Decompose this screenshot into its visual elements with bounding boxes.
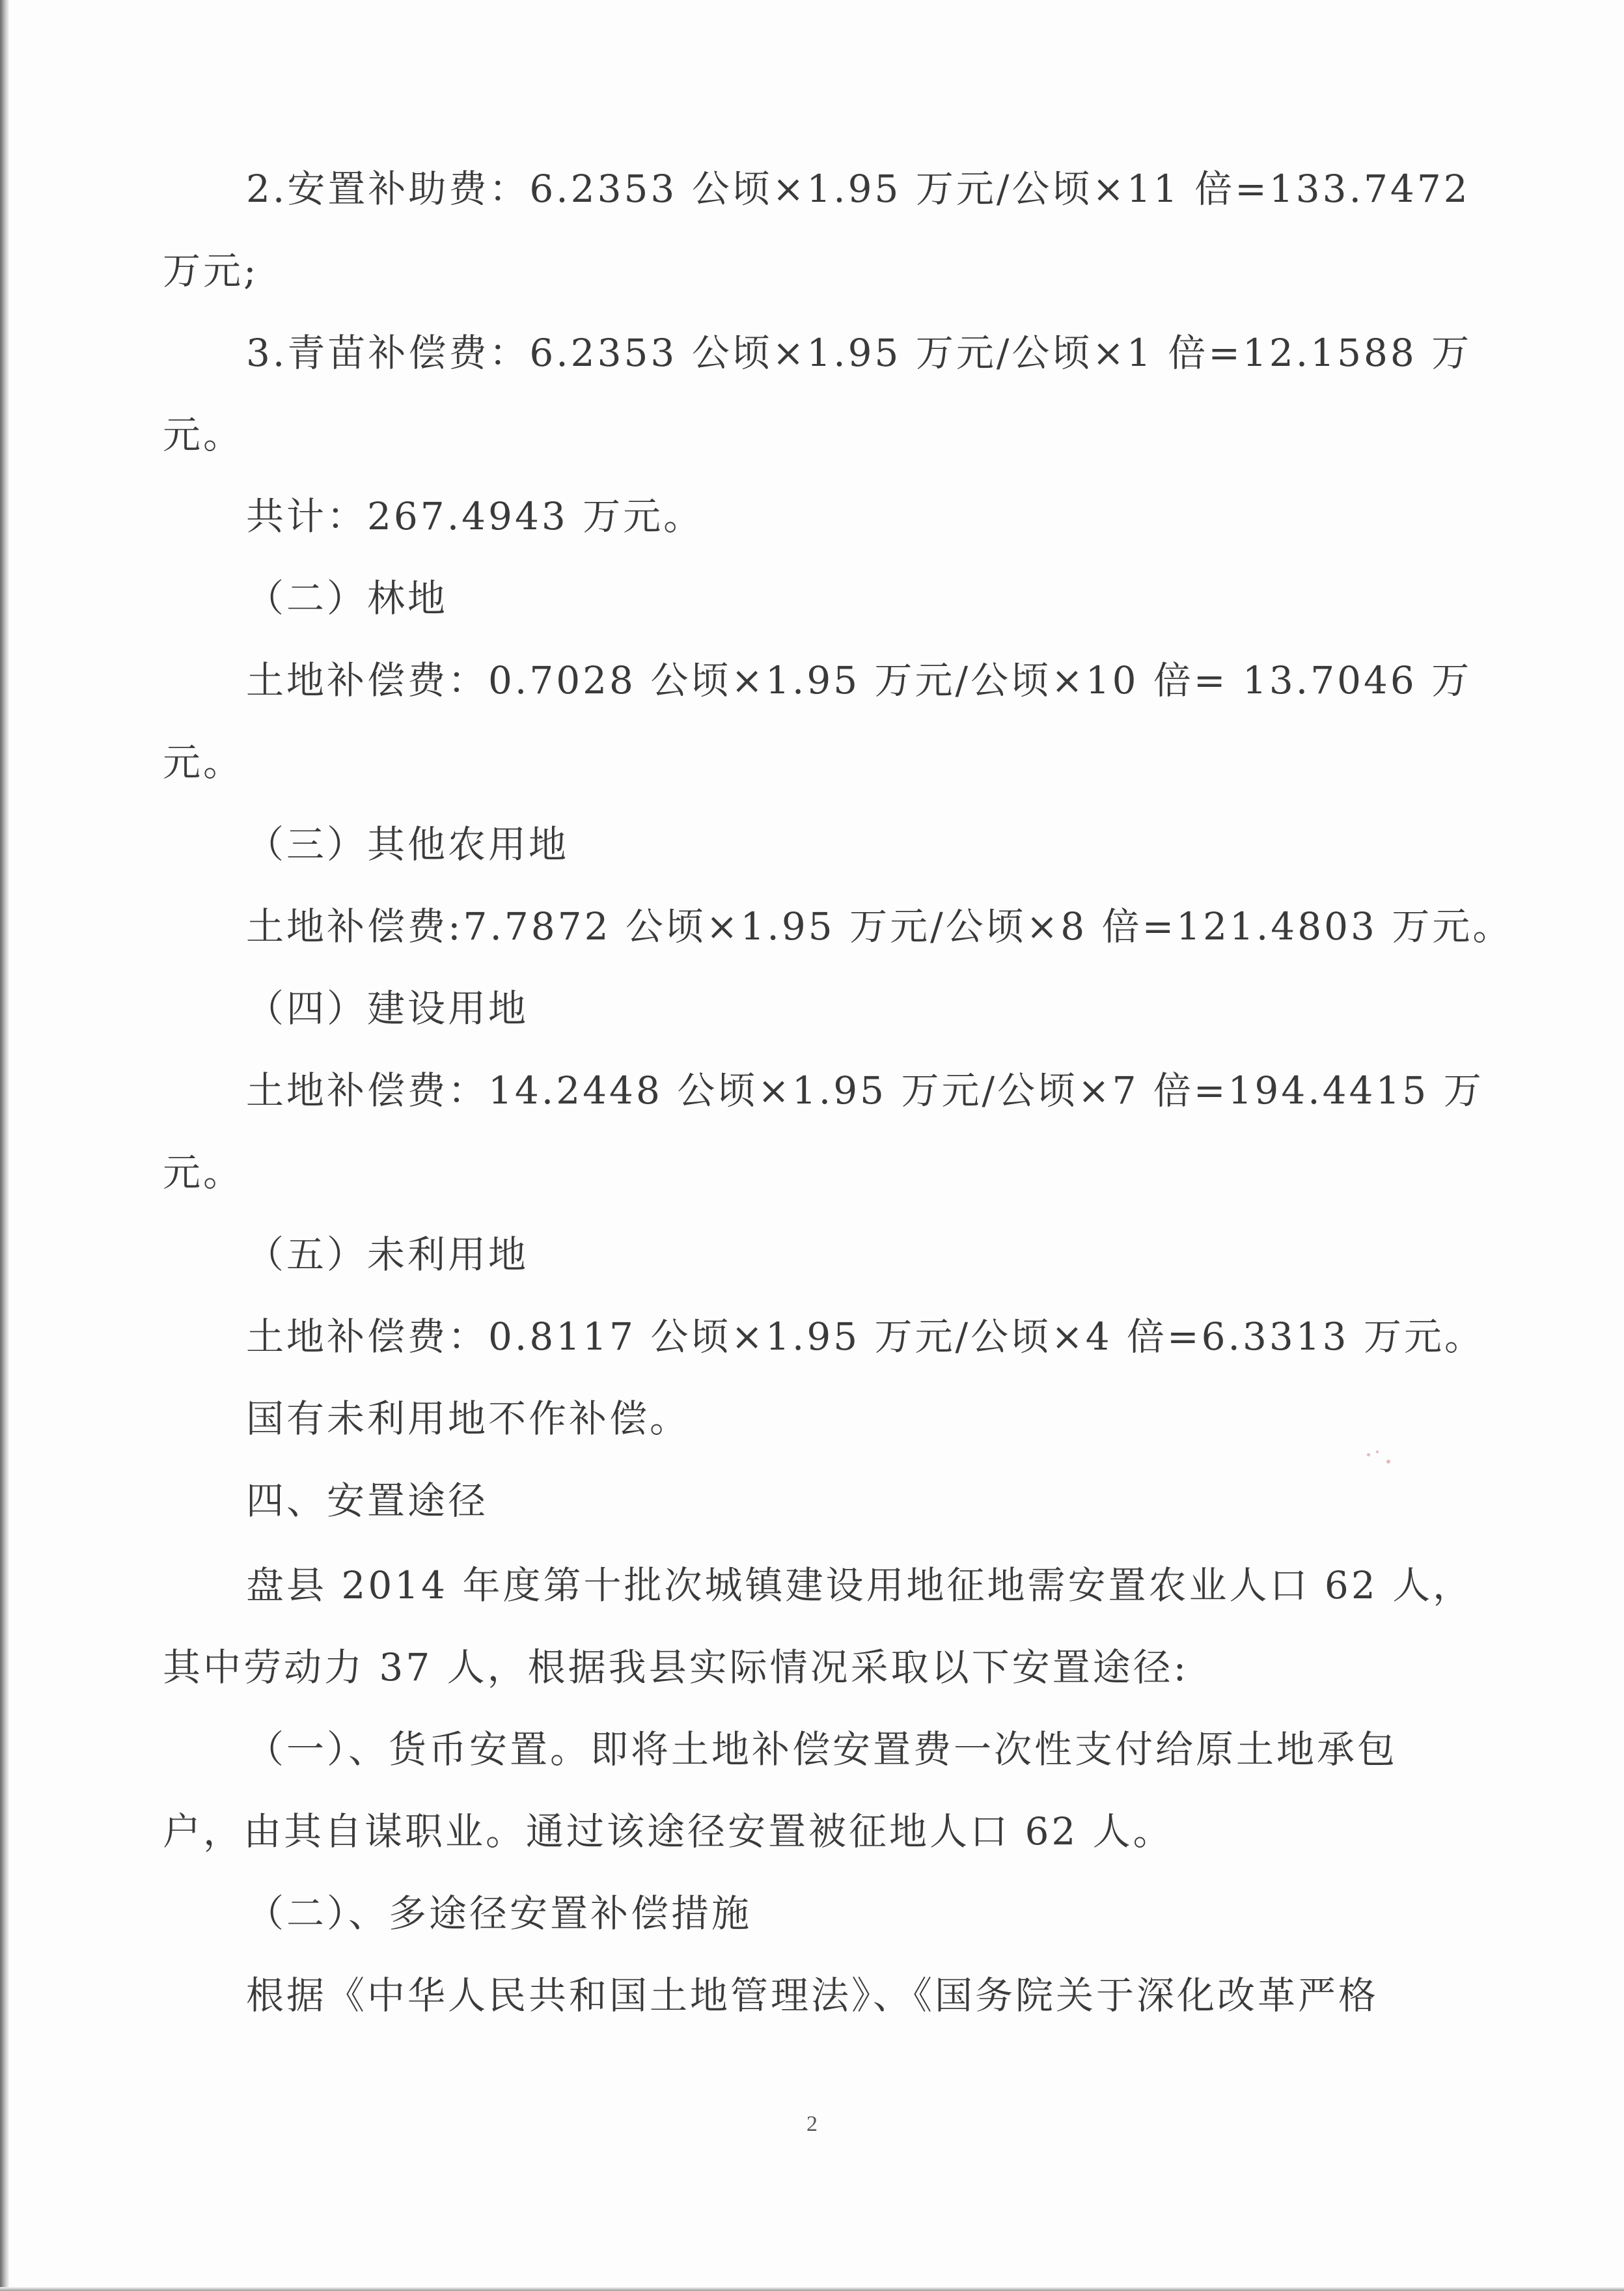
text-line: 元。 (163, 413, 244, 457)
section-heading: （三）其他农用地 (246, 822, 570, 867)
section-heading: （四）建设用地 (246, 986, 529, 1031)
text-line: 元。 (163, 740, 244, 784)
text-line: 土地补偿费：0.7028 公顷×1.95 万元/公顷×10 倍= 13.7046 万 (246, 658, 1472, 702)
section-heading: （五）未利用地 (246, 1232, 529, 1277)
ink-speck (1367, 1451, 1393, 1470)
text-line: 土地补偿费：0.8117 公顷×1.95 万元/公顷×4 倍=6.3313 万元。 (246, 1314, 1485, 1359)
text-line: 土地补偿费:7.7872 公顷×1.95 万元/公顷×8 倍=121.4803 万元。 (246, 904, 1513, 949)
text-line: 2.安置补助费：6.2353 公顷×1.95 万元/公顷×11 倍=133.7472 (246, 167, 1470, 211)
text-line: 万元; (163, 249, 259, 293)
page-number: 2 (806, 2112, 818, 2136)
text-line: 元。 (163, 1150, 244, 1195)
section-heading: 四、安置途径 (246, 1479, 489, 1523)
text-line: 土地补偿费：14.2448 公顷×1.95 万元/公顷×7 倍=194.4415 万 (246, 1068, 1484, 1113)
section-heading: （二）、多途径安置补偿措施 (246, 1891, 752, 1936)
text-line: （一）、货币安置。即将土地补偿安置费一次性支付给原土地承包 (246, 1727, 1398, 1771)
text-line: 盘县 2014 年度第十批次城镇建设用地征地需安置农业人口 62 人， (246, 1563, 1474, 1607)
text-line: 国有未利用地不作补偿。 (246, 1396, 691, 1441)
scan-edge-bottom (0, 2287, 1624, 2291)
text-line: 其中劳动力 37 人，根据我县实际情况采取以下安置途径: (163, 1645, 1189, 1689)
text-line: 根据《中华人民共和国土地管理法》、《国务院关于深化改革严格 (246, 1973, 1379, 2018)
scan-edge-left (0, 0, 9, 2291)
text-line: 户，由其自谋职业。通过该途径安置被征地人口 62 人。 (163, 1809, 1174, 1854)
text-line: 共计：267.4943 万元。 (246, 494, 704, 538)
text-line: 3.青苗补偿费：6.2353 公顷×1.95 万元/公顷×1 倍=12.1588 万 (246, 331, 1472, 375)
section-heading: （二）林地 (246, 576, 448, 620)
